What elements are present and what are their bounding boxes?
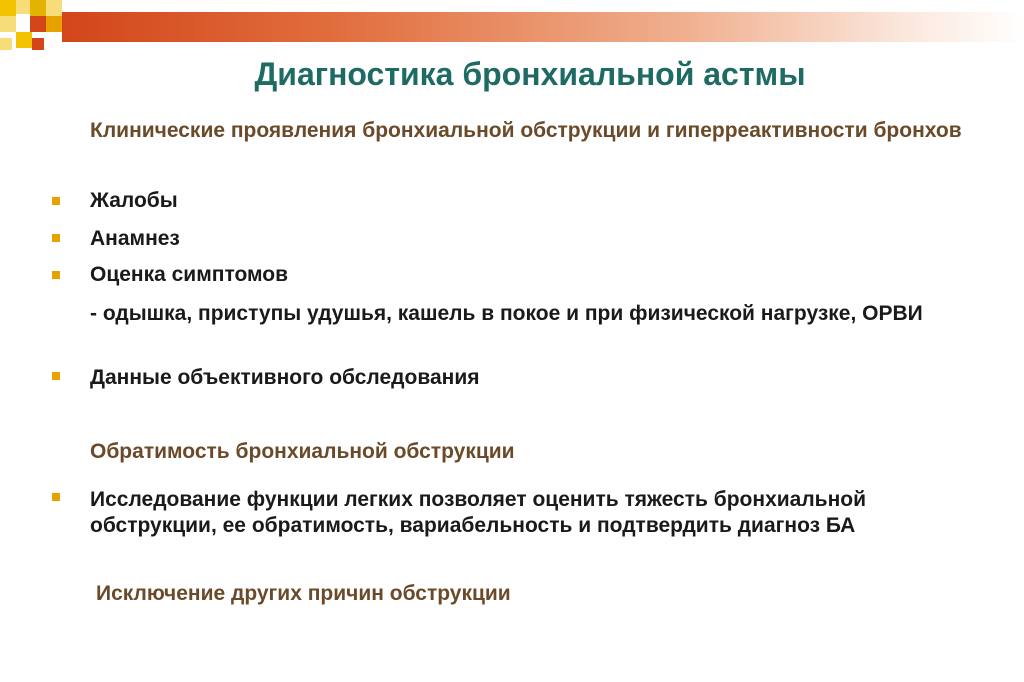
bullet-marker (52, 234, 60, 242)
bullet-marker (52, 197, 60, 205)
decorative-header (0, 0, 1024, 60)
header-gradient-bar (62, 12, 1024, 42)
list-item-symptoms: Оценка симптомов (90, 263, 288, 286)
deco-square (32, 38, 44, 50)
bullet-marker (52, 372, 60, 380)
deco-square (0, 0, 16, 16)
list-item-anamnesis: Анамнез (90, 227, 180, 250)
list-item-objective: Данные объективного обследования (90, 366, 480, 389)
deco-square (30, 16, 46, 32)
bullet-marker (52, 271, 60, 279)
list-item-complaints: Жалобы (90, 189, 178, 212)
deco-square (16, 0, 30, 14)
deco-square (16, 32, 32, 48)
deco-square (46, 0, 62, 16)
deco-square (46, 16, 62, 32)
symptoms-detail: - одышка, приступы удушья, кашель в покое и при физической нагрузке, ОРВИ (90, 302, 923, 325)
slide-title: Диагностика бронхиальной астмы (254, 56, 806, 92)
section-heading-reversibility: Обратимость бронхиальной обструкции (90, 440, 515, 463)
section-heading-exclusion: Исключение других причин обструкции (96, 582, 511, 605)
section-heading-clinical: Клинические проявления бронхиальной обструкции и гиперреактивности бронхов (90, 119, 962, 142)
deco-square (0, 38, 12, 50)
bullet-marker (52, 493, 60, 501)
deco-square (0, 16, 16, 32)
list-item-lung-function: Исследование функции легких позволяет оценить тяжесть бронхиальной обструкции, ее обратимость, вариабельность и подтвердить диагноз БА (90, 488, 867, 537)
deco-square (30, 0, 46, 16)
